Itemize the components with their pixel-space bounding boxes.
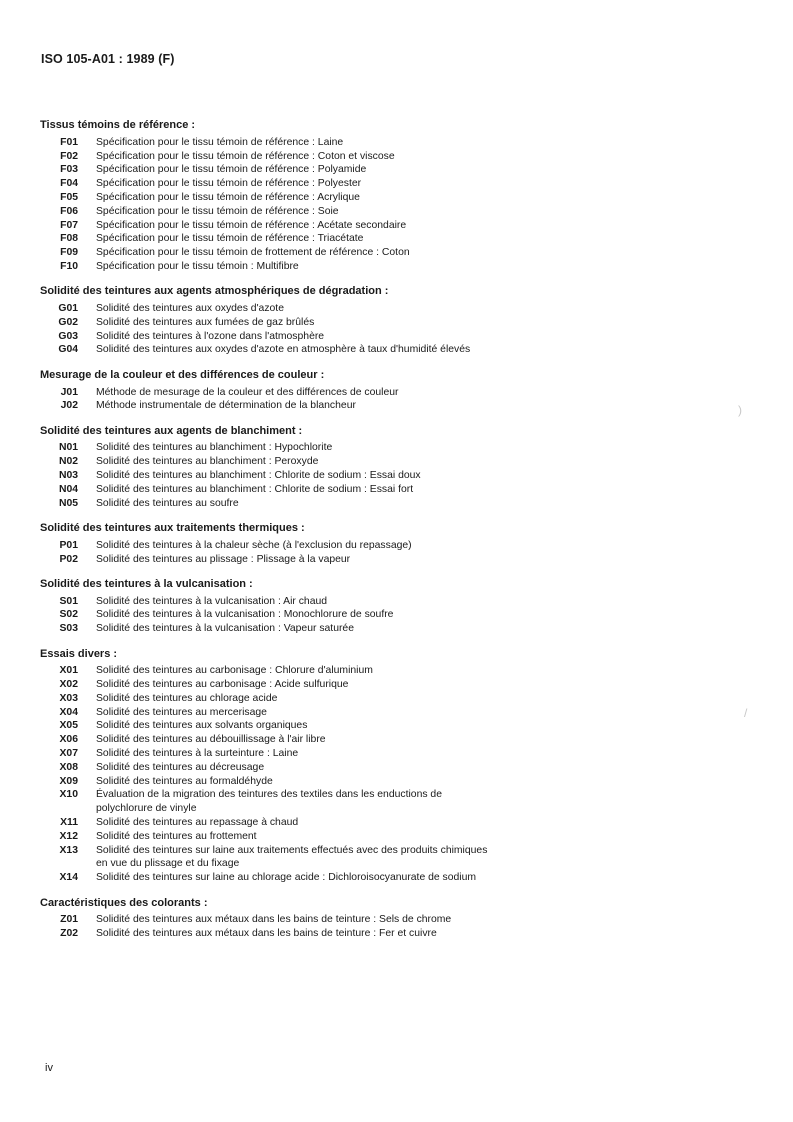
entry-description: Solidité des teintures à l'ozone dans l'atmosphère	[96, 330, 325, 342]
section-title: Solidité des teintures aux agents de blanchiment :	[40, 424, 303, 437]
entry-code: J01	[60, 386, 78, 398]
list-item	[40, 871, 490, 885]
entry-description: Solidité des teintures à la chaleur sèche (à l'exclusion du repassage)	[96, 539, 412, 551]
entry-description: Spécification pour le tissu témoin de référence : Polyester	[96, 178, 362, 190]
section-title: Solidité des teintures aux agents atmosphériques de dégradation :	[40, 285, 389, 298]
entry-code: X07	[59, 748, 78, 760]
entry-description: Solidité des teintures au carbonisage : Acide sulfurique	[96, 679, 349, 691]
list-item	[40, 386, 490, 400]
list-item	[40, 788, 490, 816]
entry-code: F08	[60, 233, 78, 245]
entry-description: Solidité des teintures à la vulcanisation : Vapeur saturée	[96, 623, 354, 635]
list-item	[40, 706, 490, 720]
scan-speck: )	[738, 403, 742, 417]
list-item	[40, 733, 490, 747]
entry-code: F05	[60, 191, 78, 203]
entry-code: F07	[60, 219, 78, 231]
section-title: Essais divers :	[40, 647, 118, 660]
section-title: Tissus témoins de référence :	[40, 119, 196, 131]
list-item	[40, 913, 490, 927]
entry-description: Spécification pour le tissu témoin de référence : Polyamide	[96, 164, 367, 176]
list-item	[40, 343, 490, 357]
entry-description: Solidité des teintures sur laine aux traitements effectués avec des produits chimiques en vue du plissage et du fixage	[96, 844, 488, 870]
entry-code: Z02	[60, 928, 78, 940]
entry-description: Spécification pour le tissu témoin de référence : Soie	[96, 205, 339, 217]
entry-code: P01	[59, 539, 78, 551]
list-item	[40, 441, 490, 455]
entry-code: X03	[59, 692, 78, 704]
list-item	[40, 399, 490, 413]
entry-code: N03	[58, 470, 78, 482]
list-item	[40, 219, 490, 233]
entry-description: Solidité des teintures au formaldéhyde	[96, 775, 273, 787]
list-item	[40, 539, 490, 553]
list-item	[40, 719, 490, 733]
entry-code: X08	[59, 761, 78, 773]
section	[40, 522, 490, 566]
standards-list	[40, 119, 490, 952]
entry-code: X14	[59, 872, 78, 884]
section	[40, 897, 490, 941]
entry-code: F06	[60, 205, 78, 217]
list-item	[40, 830, 490, 844]
entry-code: X01	[59, 665, 78, 677]
list-item	[40, 497, 490, 511]
entry-code: X13	[59, 844, 78, 856]
section-title: Solidité des teintures à la vulcanisation :	[40, 577, 253, 590]
entry-description: Méthode de mesurage de la couleur et des différences de couleur	[96, 386, 399, 398]
entry-code: F01	[60, 136, 78, 148]
entry-description: Solidité des teintures aux solvants organiques	[96, 720, 308, 732]
section	[40, 648, 490, 886]
entry-code: X11	[60, 817, 78, 829]
entry-code: F09	[60, 247, 78, 259]
page-number: iv	[45, 1062, 53, 1074]
list-item	[40, 608, 490, 622]
list-item	[40, 469, 490, 483]
entry-code: Z01	[60, 914, 78, 926]
section	[40, 578, 490, 636]
list-item	[40, 136, 490, 150]
entry-code: G03	[58, 330, 78, 342]
entry-code: S03	[59, 623, 78, 635]
list-item	[40, 692, 490, 706]
entry-description: Solidité des teintures aux métaux dans les bains de teinture : Fer et cuivre	[96, 928, 437, 940]
section	[40, 285, 490, 357]
entry-description: Solidité des teintures au blanchiment : Chlorite de sodium : Essai fort	[96, 483, 414, 495]
list-item	[40, 775, 490, 789]
entry-code: X05	[59, 720, 78, 732]
section	[40, 369, 490, 413]
entry-description: Solidité des teintures au blanchiment : Hypochlorite	[96, 442, 333, 454]
entry-code: X04	[59, 706, 78, 718]
entry-code: X06	[59, 734, 78, 746]
list-item	[40, 483, 490, 497]
section	[40, 425, 490, 511]
list-item	[40, 844, 490, 872]
entry-code: N05	[58, 497, 78, 509]
list-item	[40, 664, 490, 678]
entry-description: Spécification pour le tissu témoin de frottement de référence : Coton	[96, 247, 410, 259]
entry-description: Solidité des teintures au soufre	[96, 497, 239, 509]
list-item	[40, 150, 490, 164]
entry-description: Spécification pour le tissu témoin de référence : Triacétate	[96, 233, 364, 245]
section-title: Caractéristiques des colorants :	[40, 896, 208, 909]
entry-code: F03	[60, 164, 78, 176]
entry-code: F04	[60, 178, 78, 190]
entry-description: Solidité des teintures à la surteinture : Laine	[96, 748, 299, 760]
entry-description: Solidité des teintures au repassage à chaud	[96, 817, 299, 829]
list-item	[40, 246, 490, 260]
entry-code: S02	[59, 609, 78, 621]
section-title: Solidité des teintures aux traitements thermiques :	[40, 521, 305, 534]
entry-description: Solidité des teintures à la vulcanisation : Air chaud	[96, 595, 328, 607]
list-item	[40, 260, 490, 274]
entry-code: X10	[59, 789, 78, 801]
entry-code: N04	[58, 483, 78, 495]
entry-code: X09	[59, 775, 78, 787]
entry-code: G04	[58, 344, 78, 356]
entry-code: X02	[59, 679, 78, 691]
section-title: Mesurage de la couleur et des différences de couleur :	[40, 368, 325, 381]
list-item	[40, 927, 490, 941]
entry-description: Solidité des teintures aux oxydes d'azote	[96, 303, 284, 315]
entry-description: Solidité des teintures sur laine au chlorage acide : Dichloroisocyanurate de sodium	[96, 872, 477, 884]
list-item	[40, 302, 490, 316]
entry-code: J02	[60, 400, 78, 412]
entry-description: Méthode instrumentale de détermination de la blancheur	[96, 400, 356, 412]
entry-description: Spécification pour le tissu témoin de référence : Coton et viscose	[96, 150, 395, 162]
entry-description: Solidité des teintures au décreusage	[96, 761, 265, 773]
list-item	[40, 163, 490, 177]
list-item	[40, 330, 490, 344]
entry-description: Solidité des teintures au carbonisage : Chlorure d'aluminium	[96, 665, 373, 677]
entry-code: P02	[59, 553, 78, 565]
entry-code: N01	[58, 442, 78, 454]
entry-description: Solidité des teintures au plissage : Plissage à la vapeur	[96, 553, 351, 565]
entry-description: Solidité des teintures au débouillissage à l'air libre	[96, 734, 326, 746]
list-item	[40, 747, 490, 761]
list-item	[40, 816, 490, 830]
entry-code: N02	[58, 456, 78, 468]
list-item	[40, 553, 490, 567]
section	[40, 119, 490, 274]
list-item	[40, 316, 490, 330]
entry-description: Solidité des teintures aux fumées de gaz brûlés	[96, 316, 315, 328]
list-item	[40, 191, 490, 205]
entry-description: Spécification pour le tissu témoin de référence : Laine	[96, 136, 344, 148]
entry-code: F10	[60, 260, 78, 272]
list-item	[40, 205, 490, 219]
list-item	[40, 455, 490, 469]
list-item	[40, 177, 490, 191]
entry-description: Solidité des teintures à la vulcanisation : Monochlorure de soufre	[96, 609, 394, 621]
entry-description: Spécification pour le tissu témoin de référence : Acrylique	[96, 191, 360, 203]
entry-description: Solidité des teintures aux oxydes d'azote en atmosphère à taux d'humidité élevés	[96, 344, 471, 356]
entry-description: Solidité des teintures au mercerisage	[96, 706, 267, 718]
list-item	[40, 595, 490, 609]
entry-description: Solidité des teintures au frottement	[96, 830, 257, 842]
entry-code: G02	[58, 316, 78, 328]
entry-code: X12	[59, 830, 78, 842]
entry-description: Spécification pour le tissu témoin : Multifibre	[96, 260, 299, 272]
list-item	[40, 232, 490, 246]
entry-description: Spécification pour le tissu témoin de référence : Acétate secondaire	[96, 219, 407, 231]
entry-description: Solidité des teintures au blanchiment : Peroxyde	[96, 456, 319, 468]
list-item	[40, 678, 490, 692]
entry-description: Solidité des teintures au blanchiment : Chlorite de sodium : Essai doux	[96, 470, 421, 482]
entry-description: Solidité des teintures aux métaux dans les bains de teinture : Sels de chrome	[96, 914, 452, 926]
list-item	[40, 622, 490, 636]
list-item	[40, 761, 490, 775]
scan-speck: /	[744, 706, 748, 720]
entry-description: Évaluation de la migration des teintures des textiles dans les enductions de polychlorure de vinyle	[96, 789, 442, 815]
entry-code: G01	[58, 303, 78, 315]
entry-description: Solidité des teintures au chlorage acide	[96, 692, 278, 704]
document-header: ISO 105-A01 : 1989 (F)	[41, 52, 175, 66]
entry-code: S01	[59, 595, 78, 607]
entry-code: F02	[60, 150, 78, 162]
